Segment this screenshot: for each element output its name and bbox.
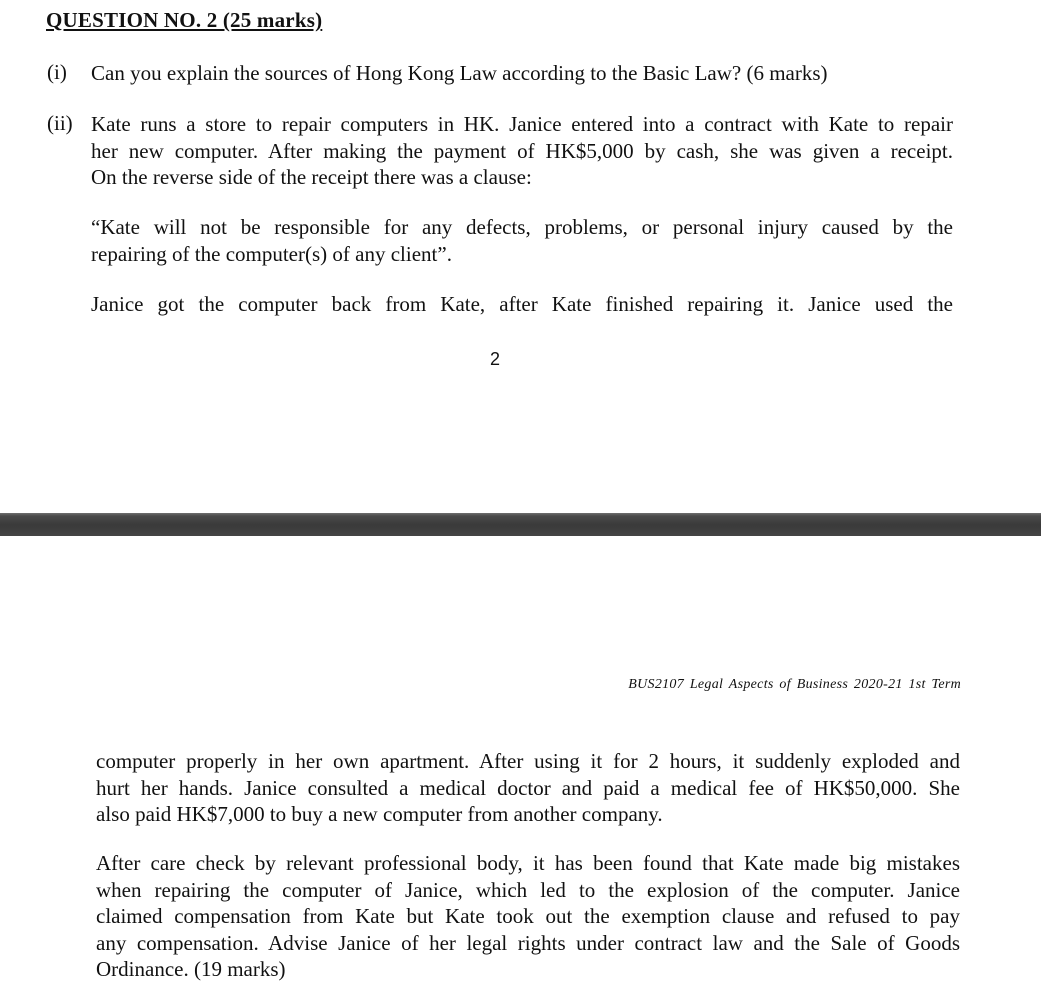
page-number: 2	[490, 349, 501, 369]
question-ii-continue-line: Janice got the computer back from Kate, after Kate finished repairing it. Janice used the	[91, 292, 953, 316]
exemption-clause-line-1: “Kate will not be responsible for any defects, problems, or personal injury caused by the	[91, 215, 953, 239]
question-ii-line-1: Kate runs a store to repair computers in HK. Janice entered into a contract with Kate to repair	[91, 112, 953, 136]
question-ii-line-3: On the reverse side of the receipt there was a clause:	[91, 165, 532, 189]
course-header: BUS2107 Legal Aspects of Business 2020-21 1st Term	[628, 677, 961, 692]
question-i-text: Can you explain the sources of Hong Kong Law according to the Basic Law? (6 marks)	[91, 61, 828, 85]
para1-line-3: also paid HK$7,000 to buy a new computer from another company.	[96, 802, 663, 826]
para2-line-4: any compensation. Advise Janice of her legal rights under contract law and the Sale of Goods	[96, 930, 960, 955]
para2-line-2: when repairing the computer of Janice, which led to the explosion of the computer. Janice	[96, 877, 960, 902]
para1-line-2: hurt her hands. Janice consulted a medical doctor and paid a medical fee of HK$50,000. She	[96, 775, 960, 800]
para1-line-1: computer properly in her own apartment. After using it for 2 hours, it suddenly exploded and	[96, 749, 960, 773]
question-ii-line-2: her new computer. After making the payment of HK$5,000 by cash, she was given a receipt.	[91, 138, 953, 163]
exemption-clause-line-2: repairing of the computer(s) of any client”.	[91, 241, 452, 266]
question-heading: QUESTION NO. 2 (25 marks)	[46, 8, 323, 32]
para2-line-3: claimed compensation from Kate but Kate took out the exemption clause and refused to pay	[96, 904, 960, 928]
question-i-number: (i)	[47, 60, 67, 84]
page-separator	[0, 513, 1041, 536]
para2-line-1: After care check by relevant professional body, it has been found that Kate made big mistakes	[96, 851, 960, 875]
para2-line-5: Ordinance. (19 marks)	[96, 957, 286, 981]
question-ii-number: (ii)	[47, 111, 73, 135]
